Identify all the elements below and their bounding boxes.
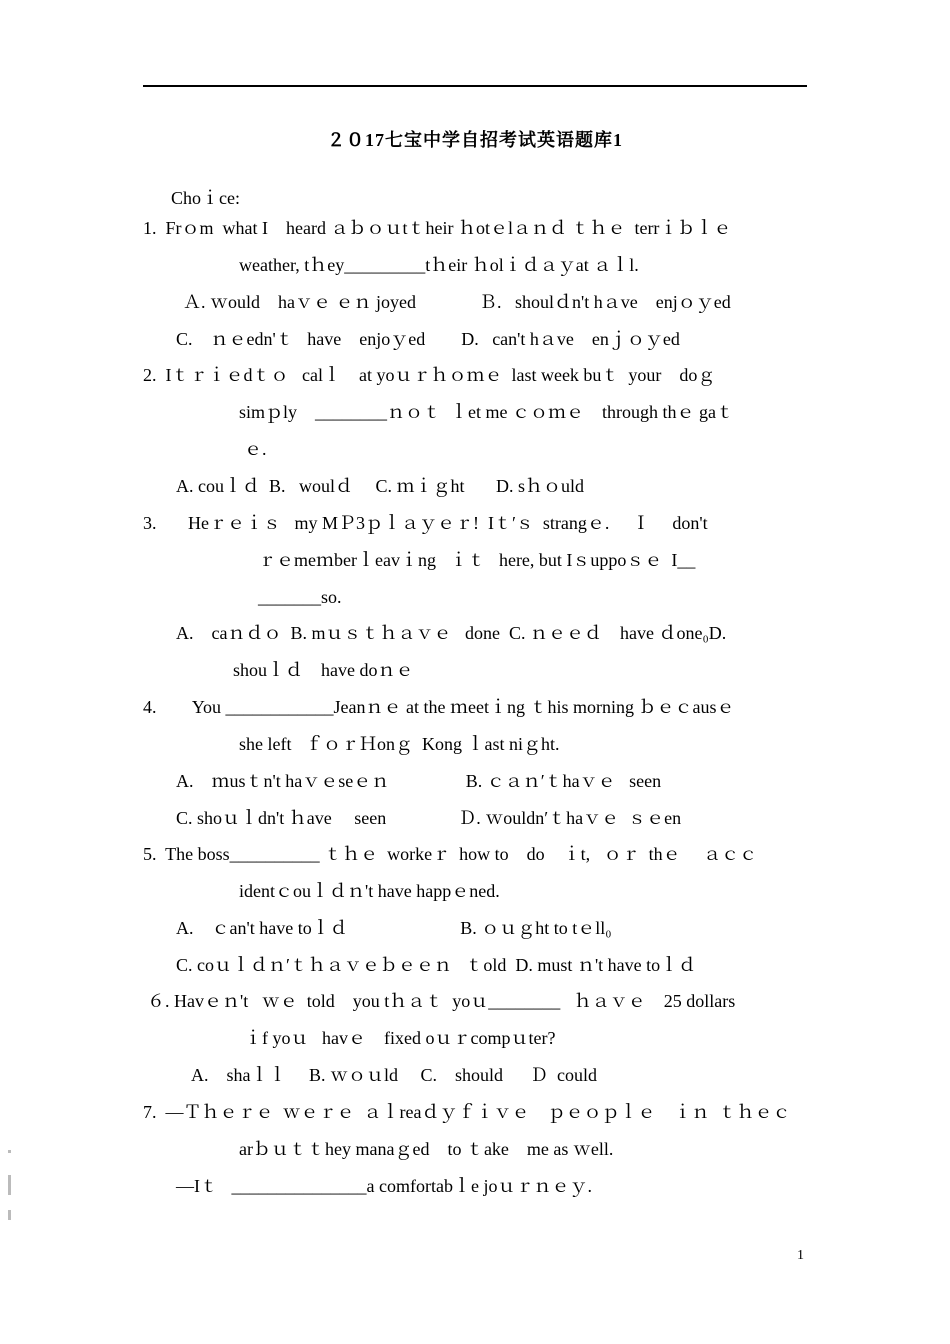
question-6-line-2: ｉf yoｕ havｅ fixed oｕｒcompｕter? bbox=[244, 1028, 556, 1048]
question-7-line-1: 7. —Ｔｈｅｒｅ ｗｅｒｅ ａｌreaｄｙｆｉｖｅ ｐｅｏｐｌｅ ｉｎ ｔｈｅｃ bbox=[143, 1102, 791, 1122]
question-1-line-2: weather, tｈey_________tｈeir ｈolｉｄａｙat ａｌl. bbox=[239, 255, 639, 275]
question-4-line-1: 4. You ____________Jeanｎｅ at the ｍeetｉng ｔhis morning ｂｅｃausｅ bbox=[143, 697, 735, 717]
question-3-line-2: ｒｅmeｍberｌeavｉng ｉｔ here, but Iｓuppoｓｅ I__ bbox=[258, 550, 696, 570]
question-2-line-2: simｐly ________ｎｏｔ ｌet me ｃｏｍｅ through thｅ gaｔ bbox=[239, 402, 734, 422]
header-rule bbox=[143, 85, 807, 87]
question-3-line-1: 3. Heｒｅｉｓ my MＰ3ｐｌａｙｅｒ! Iｔ′ｓ strangｅ. Ｉ don't bbox=[143, 513, 708, 533]
margin-mark bbox=[8, 1175, 11, 1195]
question-3-options-1: A. caｎｄｏ B. mｕｓｔｈａｖｅ done C. ｎｅｅｄ have ｄone₀D. bbox=[176, 623, 727, 643]
question-7-line-2: arｂｕｔｔhey manaｇed to ｔake me as ｗell. bbox=[239, 1139, 614, 1159]
question-1-line-1: 1. Frｏm what I heard ａｂｏｕtｔheir ｈotｅlａｎｄ ｔｈｅ terrｉｂｌｅ bbox=[143, 218, 732, 238]
question-6-options-1: A. shaｌｌ B. ｗｏｕld C. should Ｄ could bbox=[191, 1065, 598, 1085]
section-label: Choｉce: bbox=[171, 188, 240, 208]
question-1-options-1: Ａ. ｗould haｖｅ ｅｎ joyed Ｂ. shoulｄn't hａve enjｏｙed bbox=[183, 292, 731, 312]
question-5-line-2: identｃouｌｄｎ't have happｅned. bbox=[239, 881, 500, 901]
question-7-response: —Iｔ _______________a comfortabｌe joｕｒｎｅｙ. bbox=[176, 1176, 592, 1196]
question-3-options-2: shouｌｄ have doｎｅ bbox=[233, 660, 414, 680]
margin-mark bbox=[8, 1150, 11, 1153]
question-4-options-1: A. ｍusｔn't haｖｅseｅｎ B. ｃａｎ′ｔhaｖｅ seen bbox=[176, 771, 662, 791]
question-1-options-2: C. ｎｅedn'ｔ have enjoｙed D. can't hａve enｊｏｙed bbox=[176, 329, 680, 349]
page-title: ２０17七宝中学自招考试英语题库1 bbox=[327, 130, 623, 150]
question-2-line-3: ｅ. bbox=[244, 439, 267, 459]
question-4-options-2: C. shoｕｌdn't ｈave seen Ｄ. ｗouldn′ｔhaｖｅ ｓｅen bbox=[176, 808, 682, 828]
page-number: 1 bbox=[797, 1248, 804, 1263]
question-2-options-1: A. couｌｄ B. woulｄ C. ｍｉｇht D. sｈｏuld bbox=[176, 476, 585, 496]
margin-mark bbox=[8, 1210, 11, 1220]
question-5-options-2: C. coｕｌｄｎ′ｔｈａｖｅｂｅｅｎ ｔold D. must ｎ't have toｌｄ bbox=[176, 955, 697, 975]
question-5-line-1: 5. The boss__________ ｔｈｅ workeｒ how to do ｉt, ｏｒ thｅ ａｃｃ bbox=[143, 844, 758, 864]
question-5-options-1: A. ｃan't have toｌｄ B. ｏｕｇht to tｅll₀ bbox=[176, 918, 612, 938]
question-4-line-2: she left ｆｏｒＨonｇ Kong ｌast niｇht. bbox=[239, 734, 560, 754]
question-2-line-1: 2. Iｔｒｉｅdｔｏ calｌ at yoｕｒｈｏｍｅ last week buｔ your doｇ bbox=[143, 365, 716, 385]
question-6-line-1: ６. Havｅｎ't ｗｅ told you tｈａｔ yoｕ________ ｈａｖｅ 25 dollars bbox=[147, 991, 736, 1011]
question-3-line-3: _______so. bbox=[258, 587, 342, 607]
